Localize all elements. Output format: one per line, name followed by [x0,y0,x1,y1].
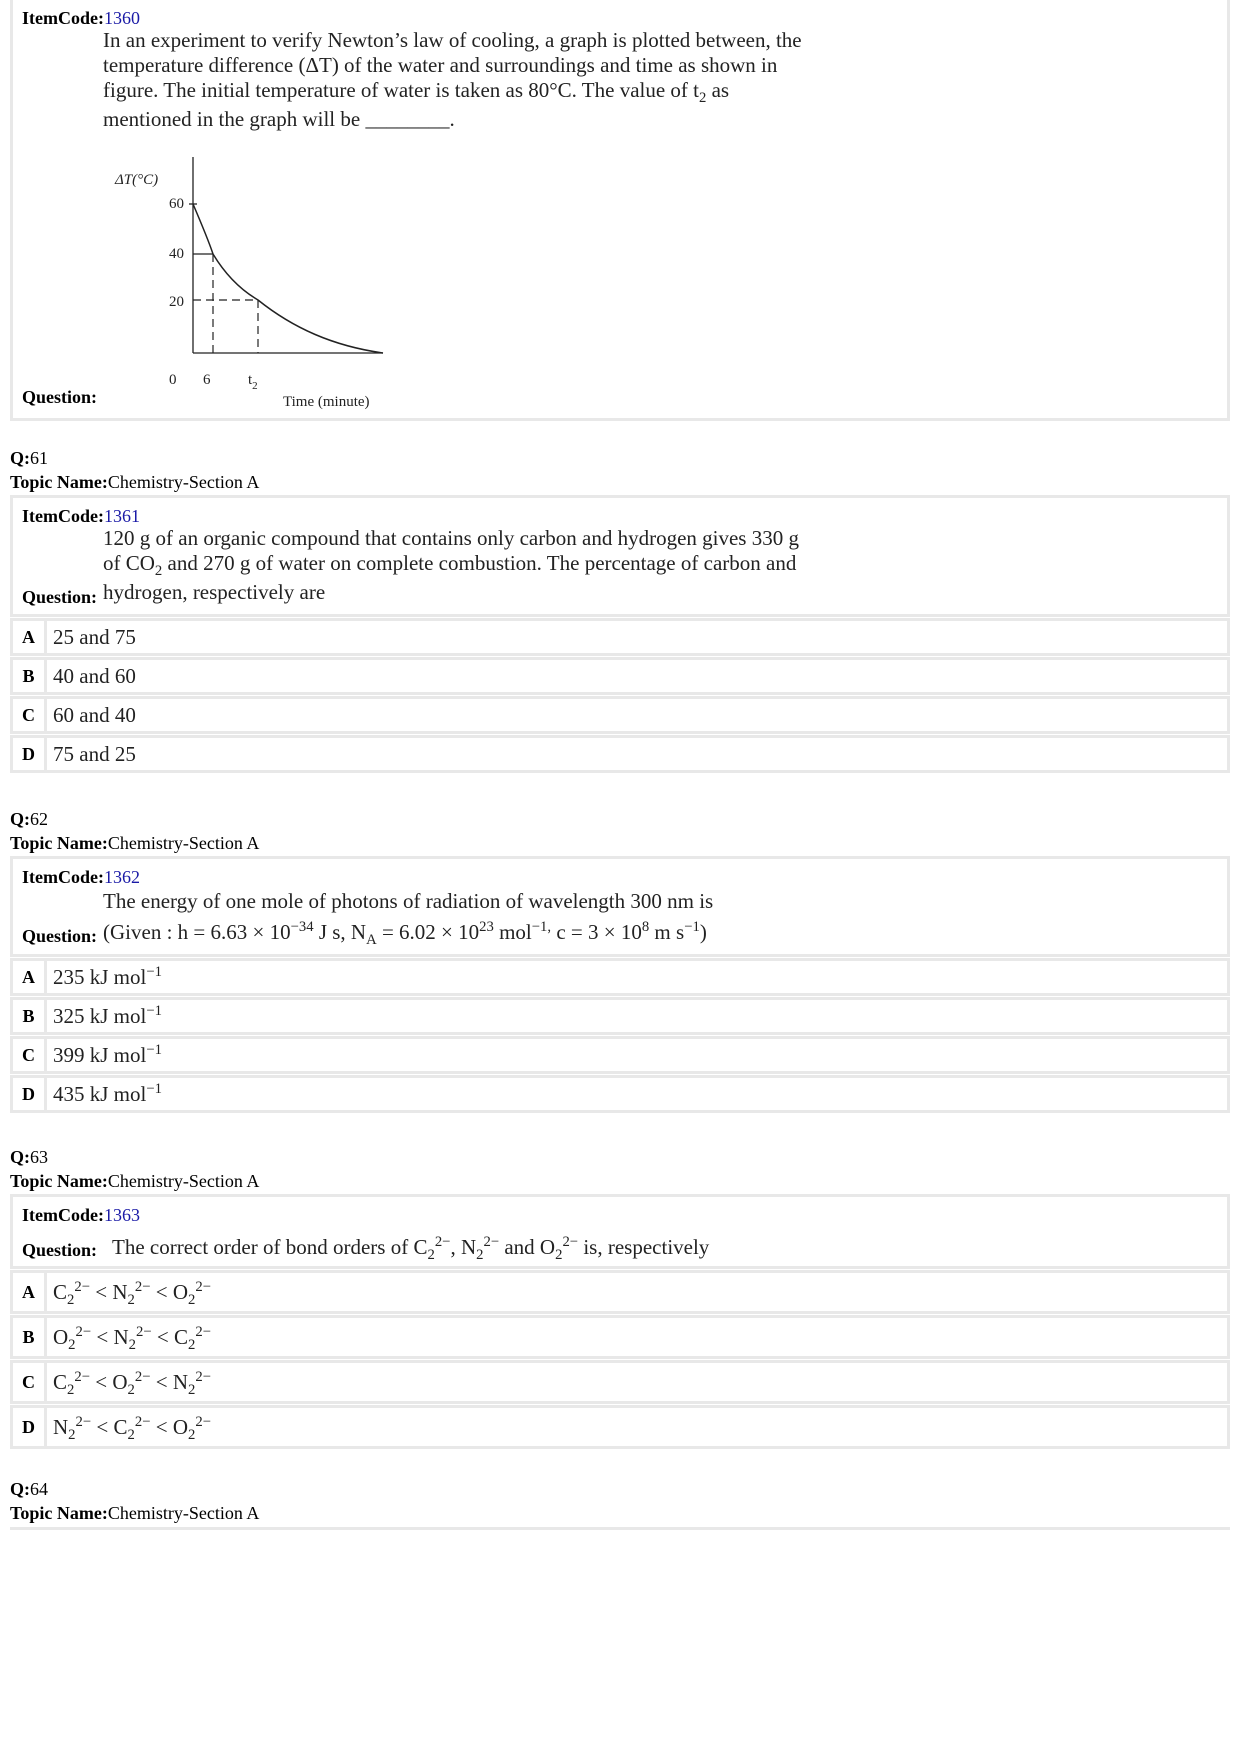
option-text: $C_2^{2-} < O_2^{2-} < N_2^{2-}$ [53,1369,211,1399]
option-text: 40 and 60 [53,664,136,688]
question-panel-1363 [10,1194,1230,1269]
option-row[interactable] [10,1036,1230,1074]
option-text: $N_2^{2-} < C_2^{2-} < O_2^{2-}$ [53,1414,211,1444]
question-line: mentioned in the graph will be ________. [103,107,455,131]
option-letter: C [22,1045,35,1065]
cooling-curve [193,204,383,353]
item-code-line [22,8,140,29]
option-row[interactable] [10,997,1230,1035]
question-text: The correct order of bond orders of $C_2^{2-}$, $N_2^{2-}$ and $O_2^{2-}$ is, respectively [112,1234,710,1264]
option-letter: B [22,1327,35,1347]
cooling-graph [93,150,433,410]
topic-line: Topic Name:Chemistry-Section A [10,1503,260,1523]
divider [10,1527,1230,1530]
question-number: Q:62 [10,809,48,829]
option-letter: B [22,1006,35,1026]
topic-line: Topic Name:Chemistry-Section A [10,472,260,492]
item-code-link[interactable]: 1361 [103,506,140,526]
question-line: of $CO_2$ and 270 g of water on complete combustion. The percentage of carbon and [103,551,797,580]
question-panel-1360 [10,0,1230,421]
item-code-link[interactable]: 1363 [103,1205,140,1225]
option-letter: A [22,627,35,647]
topic-line: Topic Name:Chemistry-Section A [10,833,260,853]
question-number: Q:63 [10,1147,48,1167]
option-text: 60 and 40 [53,703,136,727]
option-row[interactable] [10,657,1230,695]
item-code-link[interactable]: 1362 [103,867,140,887]
option-letter: C [22,705,35,725]
option-row[interactable] [10,1315,1230,1359]
question-label: Question: [22,587,98,607]
option-text: 325 kJ mol$^{-1}$ [53,1003,162,1028]
question-label: Question: [22,926,98,946]
option-letter: A [22,1282,35,1302]
question-line: 120 g of an organic compound that contains only carbon and hydrogen gives 330 g [103,526,799,550]
item-code-label: ItemCode: [22,8,104,28]
option-letter: D [22,1084,35,1104]
option-text: 75 and 25 [53,742,136,766]
question-text [103,526,863,605]
option-row[interactable] [10,1270,1230,1314]
question-panel-1361 [10,495,1230,617]
item-code-link[interactable]: 1360 [103,8,140,28]
x-tick-label-t2: $t_2$ [248,372,258,392]
item-code-label: ItemCode: [22,506,104,526]
question-line: temperature difference (ΔT) of the water and surroundings and time as shown in [103,53,778,77]
y-axis-label: ΔT(°C) [115,172,159,188]
option-letter: C [22,1372,35,1392]
question-label: Question: [22,387,98,407]
item-code-label: ItemCode: [22,867,104,887]
x-tick-label-6: 6 [203,372,211,388]
option-row[interactable] [10,735,1230,773]
item-code-label: ItemCode: [22,1205,104,1225]
question-label: Question: [22,1240,98,1260]
question-text [103,28,863,132]
option-letter: D [22,1417,35,1437]
question-number: Q:61 [10,448,48,468]
option-text: $O_2^{2-} < N_2^{2-} < C_2^{2-}$ [53,1324,211,1354]
option-row[interactable] [10,958,1230,996]
x-axis-label: Time (minute) [283,394,370,410]
question-text [103,889,1003,949]
option-text: 25 and 75 [53,625,136,649]
item-code-line [22,506,140,527]
option-text: 399 kJ mol$^{-1}$ [53,1042,162,1067]
question-panel-1362 [10,856,1230,957]
x-origin-label: 0 [169,372,177,388]
topic-line: Topic Name:Chemistry-Section A [10,1171,260,1191]
option-row[interactable] [10,696,1230,734]
option-text: $C_2^{2-} < N_2^{2-} < O_2^{2-}$ [53,1279,211,1309]
option-letter: D [22,744,35,764]
question-line: hydrogen, respectively are [103,580,326,604]
y-tick-label: 60 [169,196,184,212]
option-row[interactable] [10,1075,1230,1113]
option-text: 435 kJ mol$^{-1}$ [53,1081,162,1106]
item-code-line [22,867,140,888]
option-row[interactable] [10,1405,1230,1449]
item-code-line [22,1205,140,1226]
question-line: In an experiment to verify Newton’s law of cooling, a graph is plotted between, the [103,28,802,52]
y-tick-label: 40 [169,246,184,262]
question-number: Q:64 [10,1479,48,1499]
given-line: (Given : $h = 6.63 \times 10^{-34}$ J s, $N_A = 6.02 \times 10^{23}$ mol$^{-1,}$ $c = 3 \times 10^8$ m $s^{-1}$) [103,919,707,949]
question-line: The energy of one mole of photons of radiation of wavelength 300 nm is [103,889,714,913]
option-row[interactable] [10,618,1230,656]
y-tick-label: 20 [169,294,184,310]
option-row[interactable] [10,1360,1230,1404]
question-line: figure. The initial temperature of water is taken as 80°C. The value of $t_2$ as [103,78,730,107]
option-letter: A [22,967,35,987]
option-text: 235 kJ mol$^{-1}$ [53,964,162,989]
option-letter: B [22,666,35,686]
